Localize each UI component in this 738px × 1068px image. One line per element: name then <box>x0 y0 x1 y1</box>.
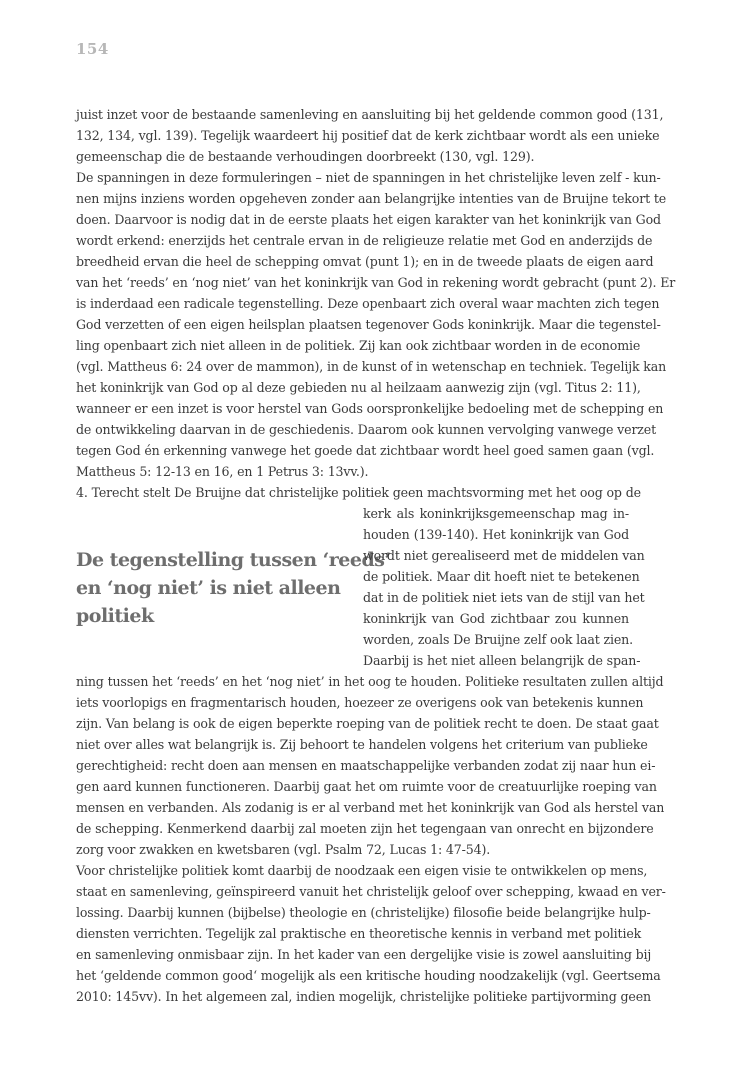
text-line: God verzetten of een eigen heilsplan plaatsen tegenover Gods koninkrijk. Maar die tegenstel- <box>76 317 661 332</box>
text-line: 132, 134, vgl. 139). Tegelijk waardeert hij positief dat de kerk zichtbaar wordt als een unieke <box>76 128 660 143</box>
pullquote-line: De tegenstelling tussen ‘reeds’ <box>76 549 391 571</box>
text-line: tegen God én erkenning vanwege het goede dat zichtbaar wordt heel goed samen gaan (vgl. <box>76 443 655 458</box>
text-line: de schepping. Kenmerkend daarbij zal moeten zijn het tegengaan van onrecht en bijzondere <box>76 821 654 836</box>
text-line-right-column: Daarbij is het niet alleen belangrijk de span- <box>363 653 641 668</box>
text-line-right-column: de politiek. Maar dit hoeft niet te betekenen <box>363 569 640 584</box>
text-line: is inderdaad een radicale tegenstelling. Deze openbaart zich overal waar machten zich tegen <box>76 296 660 311</box>
text-line: gerechtigheid: recht doen aan mensen en maatschappelijke verbanden zodat zij naar hun ei- <box>76 758 656 773</box>
text-line-right-column: wordt niet gerealiseerd met de middelen van <box>363 548 645 563</box>
text-line: diensten verrichten. Tegelijk zal praktische en theoretische kennis in verband met politiek <box>76 926 642 941</box>
text-line-right-column: houden (139-140). Het koninkrijk van God <box>363 527 629 542</box>
text-line: het ‘geldende common good‘ mogelijk als een kritische houding noodzakelijk (vgl. Geertsema <box>76 968 661 983</box>
page-number: 154 <box>76 40 109 58</box>
text-line-right-column: dat in de politiek niet iets van de stijl van het <box>363 590 645 605</box>
text-line-right-column: worden, zoals De Bruijne zelf ook laat zien. <box>363 632 633 647</box>
text-line: breedheid ervan die heel de schepping omvat (punt 1); en in de tweede plaats de eigen aard <box>76 254 654 269</box>
pullquote-line: politiek <box>76 605 154 627</box>
text-line: 4. Terecht stelt De Bruijne dat christelijke politiek geen machtsvorming met het oog op de <box>76 485 641 500</box>
text-line: lossing. Daarbij kunnen (bijbelse) theologie en (christelijke) filosofie beide belangrijke hulp- <box>76 905 651 920</box>
text-line: nen mijns inziens worden opgeheven zonder aan belangrijke intenties van de Bruijne tekort te <box>76 191 667 206</box>
text-line: gen aard kunnen functioneren. Daarbij gaat het om ruimte voor de creatuurlijke roeping van <box>76 779 657 794</box>
pullquote-line: en ‘nog niet’ is niet alleen <box>76 577 341 599</box>
text-line: iets voorlopigs en fragmentarisch houden, hoezeer ze overigens ook van betekenis kunnen <box>76 695 644 710</box>
text-line: het koninkrijk van God op al deze gebieden nu al heilzaam aanwezig zijn (vgl. Titus 2: 11), <box>76 380 641 395</box>
text-line-right-column: koninkrijk van God zichtbaar zou kunnen <box>363 611 629 626</box>
text-line: doen. Daarvoor is nodig dat in de eerste plaats het eigen karakter van het koninkrijk van God <box>76 212 661 227</box>
text-line: staat en samenleving, geïnspireerd vanuit het christelijk geloof over schepping, kwaad en ver- <box>76 884 666 899</box>
text-line: (vgl. Mattheus 6: 24 over de mammon), in de kunst of in wetenschap en techniek. Tegelijk kan <box>76 359 667 374</box>
text-line: Mattheus 5: 12-13 en 16, en 1 Petrus 3: 13vv.). <box>76 464 369 479</box>
text-line: en samenleving onmisbaar zijn. In het kader van een dergelijke visie is zowel aansluiting bij <box>76 947 652 962</box>
text-line: zorg voor zwakken en kwetsbaren (vgl. Psalm 72, Lucas 1: 47-54). <box>76 842 491 857</box>
text-line: De spanningen in deze formuleringen – niet de spanningen in het christelijke leven zelf - kun- <box>76 170 661 185</box>
text-line: Voor christelijke politiek komt daarbij de noodzaak een eigen visie te ontwikkelen op mens, <box>76 863 648 878</box>
text-line: de ontwikkeling daarvan in de geschiedenis. Daarom ook kunnen vervolging vanwege verzet <box>76 422 657 437</box>
text-line: van het ‘reeds’ en ‘nog niet’ van het koninkrijk van God in rekening wordt gebracht (punt 2). Er <box>76 275 676 290</box>
text-line: ling openbaart zich niet alleen in de politiek. Zij kan ook zichtbaar worden in de economie <box>76 338 641 353</box>
text-line: wanneer er een inzet is voor herstel van Gods oorspronkelijke bedoeling met de schepping en <box>76 401 664 416</box>
text-line: juist inzet voor de bestaande samenleving en aansluiting bij het geldende common good (131, <box>76 107 664 122</box>
text-line: wordt erkend: enerzijds het centrale ervan in de religieuze relatie met God en anderzijds de <box>76 233 653 248</box>
text-line: zijn. Van belang is ook de eigen beperkte roeping van de politiek recht te doen. De staat gaat <box>76 716 659 731</box>
text-line: mensen en verbanden. Als zodanig is er al verband met het koninkrijk van God als herstel van <box>76 800 665 815</box>
text-line: ning tussen het ‘reeds’ en het ‘nog niet’ in het oog te houden. Politieke resultaten zullen altijd <box>76 674 664 689</box>
pullquote <box>76 546 391 630</box>
text-line: niet over alles wat belangrijk is. Zij behoort te handelen volgens het criterium van publieke <box>76 737 648 752</box>
text-line: gemeenschap die de bestaande verhoudingen doorbreekt (130, vgl. 129). <box>76 149 535 164</box>
text-line-right-column: kerk als koninkrijksgemeenschap mag in- <box>363 506 629 521</box>
text-line: 2010: 145vv). In het algemeen zal, indien mogelijk, christelijke politieke partijvorming geen <box>76 989 651 1004</box>
